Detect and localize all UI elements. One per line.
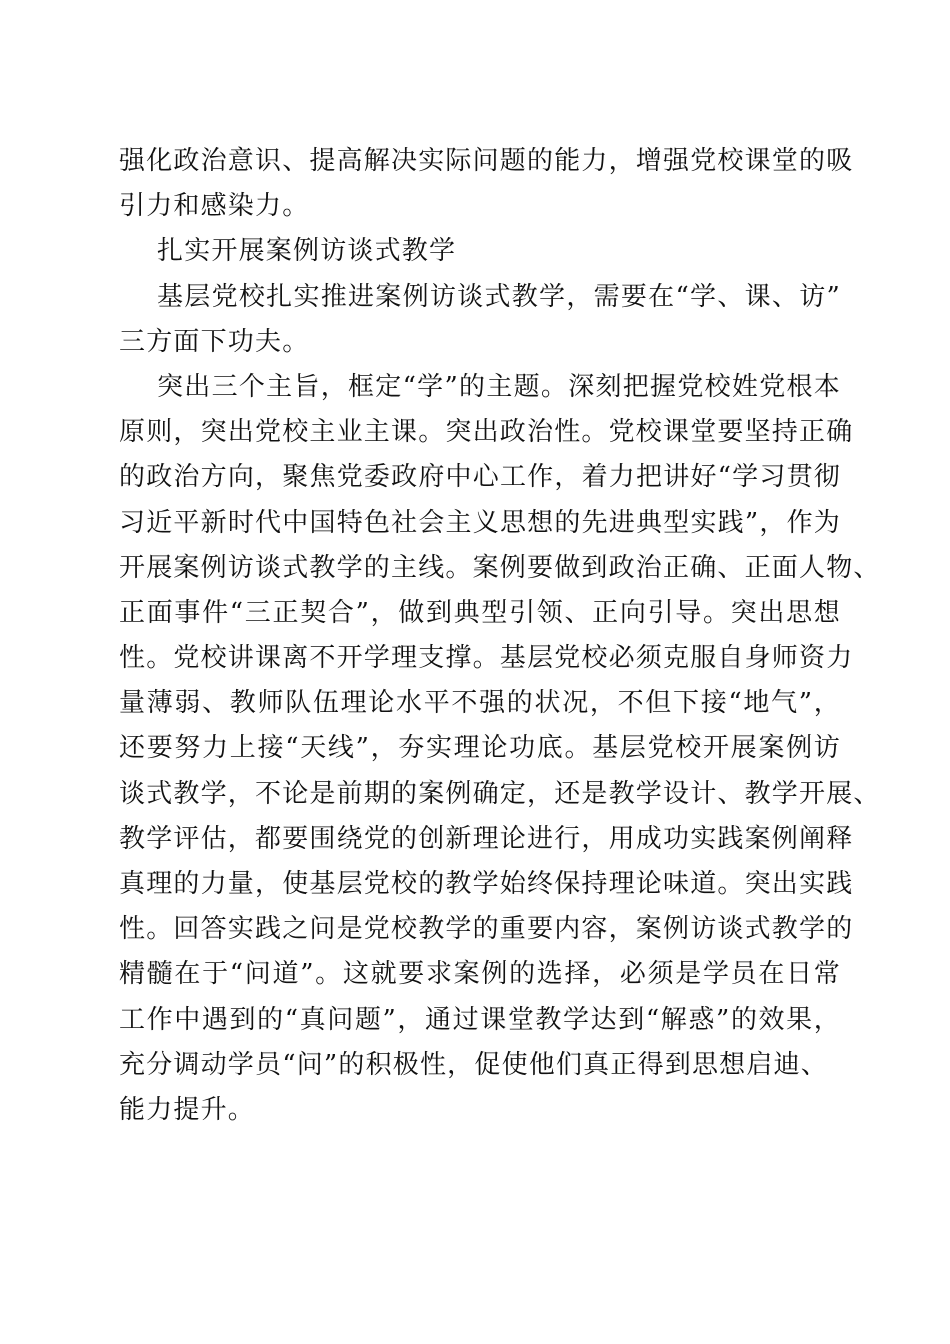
paragraph-line: 引力和感染力。 xyxy=(119,191,310,222)
paragraph-line: 量薄弱、教师队伍理论水平不强的状况，不但下接“地气”， xyxy=(119,688,841,719)
paragraph-line: 的政治方向，聚焦党委政府中心工作，着力把讲好“学习贯彻 xyxy=(119,462,841,493)
paragraph-line: 强化政治意识、提高解决实际问题的能力，增强党校课堂的吸 xyxy=(119,146,854,176)
paragraph-line: 习近平新时代中国特色社会主义思想的先进典型实践”，作为 xyxy=(119,507,841,538)
paragraph-2 xyxy=(119,275,841,365)
paragraph-line: 能力提升。 xyxy=(119,1094,256,1125)
document-body xyxy=(119,139,881,1133)
paragraph-line: 基层党校扎实推进案例访谈式教学，需要在“学、课、访” xyxy=(157,281,841,312)
paragraph-line: 充分调动学员“问”的积极性，促使他们真正得到思想启迪、 xyxy=(119,1049,828,1080)
paragraph-line: 性。回答实践之问是党校教学的重要内容，案例访谈式教学的 xyxy=(119,914,854,945)
paragraph-line: 精髓在于“问道”。这就要求案例的选择，必须是学员在日常 xyxy=(119,959,841,990)
paragraph-line: 还要努力上接“天线”，夯实理论功底。基层党校开展案例访 xyxy=(119,733,841,764)
paragraph-line: 开展案例访谈式教学的主线。案例要做到政治正确、正面人物、 xyxy=(119,552,881,583)
paragraph-line: 谈式教学，不论是前期的案例确定，还是教学设计、教学开展、 xyxy=(119,778,881,809)
paragraph-line: 教学评估，都要围绕党的创新理论进行，用成功实践案例阐释 xyxy=(119,823,854,854)
paragraph-line: 正面事件“三正契合”，做到典型引领、正向引导。突出思想 xyxy=(119,597,841,628)
paragraph-line: 工作中遇到的“真问题”，通过课堂教学达到“解惑”的效果， xyxy=(119,1004,841,1035)
paragraph-line: 性。党校讲课离不开学理支撑。基层党校必须克服自身师资力 xyxy=(119,643,854,674)
paragraph-line: 三方面下功夫。 xyxy=(119,326,310,357)
paragraph-3 xyxy=(119,365,881,1133)
section-heading-text: 扎实开展案例访谈式教学 xyxy=(157,236,457,267)
section-heading xyxy=(119,229,841,274)
paragraph-1 xyxy=(119,139,854,229)
paragraph-line: 突出三个主旨，框定“学”的主题。深刻把握党校姓党根本 xyxy=(157,371,841,402)
paragraph-line: 真理的力量，使基层党校的教学始终保持理论味道。突出实践 xyxy=(119,869,854,899)
paragraph-line: 原则，突出党校主业主课。突出政治性。党校课堂要坚持正确 xyxy=(119,417,854,448)
